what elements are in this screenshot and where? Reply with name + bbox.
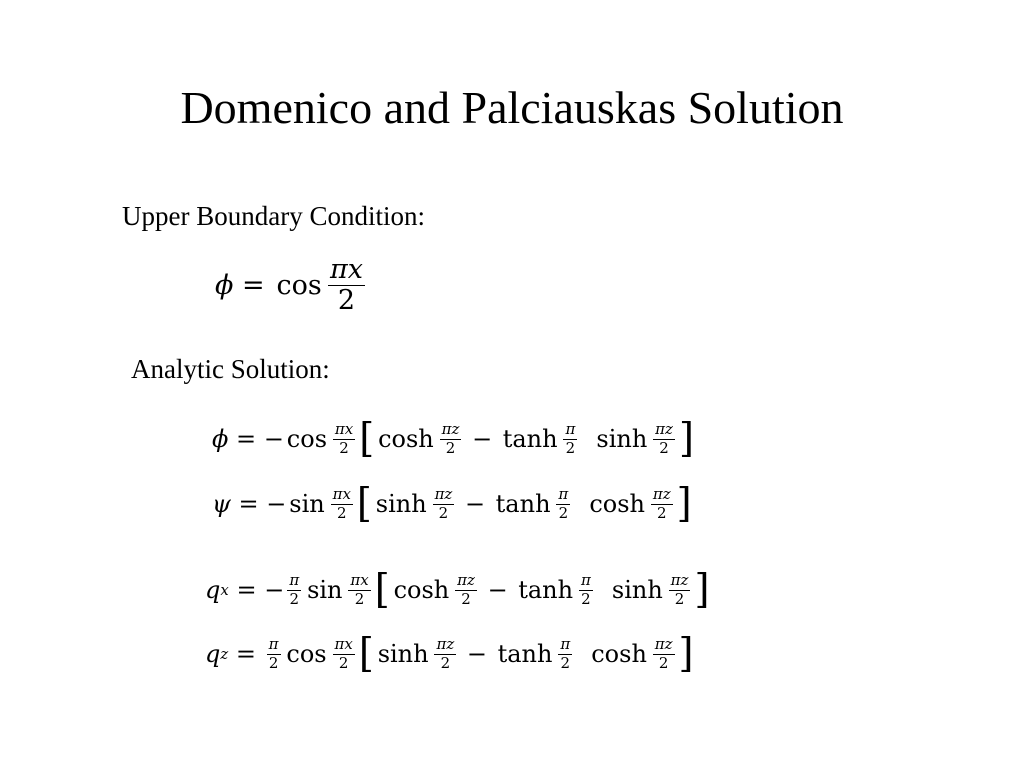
phi-symbol: ϕ bbox=[215, 270, 234, 302]
fraction-denominator: 2 bbox=[461, 589, 471, 608]
fraction bbox=[348, 570, 370, 608]
right-bracket: ] bbox=[678, 414, 694, 463]
fraction-denominator: 2 bbox=[338, 653, 349, 672]
tanh-function: tanh bbox=[518, 576, 574, 605]
cosh-function: cosh bbox=[378, 425, 434, 454]
fraction bbox=[333, 634, 355, 672]
fraction-denominator: 2 bbox=[560, 653, 571, 672]
fraction bbox=[558, 634, 572, 672]
fraction-denominator: 2 bbox=[558, 503, 569, 522]
fraction-denominator: 2 bbox=[336, 503, 347, 522]
phi-equation bbox=[212, 414, 695, 463]
sin-function: sin bbox=[289, 490, 325, 519]
minus-sign: − bbox=[466, 640, 488, 669]
fraction-numerator: πz bbox=[670, 570, 689, 589]
fraction-numerator: πx bbox=[329, 254, 363, 285]
minus-sign: − bbox=[472, 425, 493, 454]
cos-function: cos bbox=[276, 270, 322, 302]
fraction-denominator: 2 bbox=[565, 438, 576, 457]
equals-sign: = bbox=[242, 270, 265, 302]
fraction-numerator: πz bbox=[654, 634, 673, 653]
fraction-numerator: π bbox=[580, 570, 591, 589]
fraction bbox=[267, 634, 281, 672]
fraction-numerator: πx bbox=[332, 484, 351, 503]
left-bracket: [ bbox=[374, 565, 390, 614]
fraction bbox=[653, 419, 675, 457]
fraction bbox=[287, 570, 301, 608]
minus-sign: − bbox=[266, 490, 287, 519]
fraction bbox=[433, 484, 455, 522]
tanh-function: tanh bbox=[502, 425, 558, 454]
q-symbol: q bbox=[205, 640, 221, 669]
sinh-function: sinh bbox=[611, 576, 663, 605]
fraction-denominator: 2 bbox=[339, 438, 349, 457]
fraction-denominator: 2 bbox=[440, 653, 451, 672]
fraction-numerator: π bbox=[289, 570, 300, 589]
sinh-function: sinh bbox=[375, 490, 427, 519]
fraction-numerator: πz bbox=[436, 634, 455, 653]
fraction bbox=[455, 570, 477, 608]
minus-sign: − bbox=[264, 576, 285, 605]
fraction-numerator: π bbox=[560, 634, 571, 653]
fraction bbox=[556, 484, 570, 522]
fraction-numerator: π bbox=[268, 634, 279, 653]
fraction-denominator: 2 bbox=[354, 589, 365, 608]
left-bracket: [ bbox=[356, 479, 372, 528]
sinh-function: sinh bbox=[596, 425, 648, 454]
fraction-numerator: π bbox=[565, 419, 576, 438]
q-symbol: q bbox=[205, 576, 221, 605]
fraction bbox=[434, 634, 456, 672]
fraction-denominator: 2 bbox=[658, 653, 669, 672]
analytic-solution-label: Analytic Solution: bbox=[131, 354, 330, 384]
fraction-numerator: πx bbox=[334, 634, 353, 653]
sinh-function: sinh bbox=[377, 640, 429, 669]
equals-sign: = bbox=[236, 425, 257, 454]
fraction bbox=[333, 419, 355, 457]
fraction-denominator: 2 bbox=[656, 503, 667, 522]
minus-sign: − bbox=[263, 425, 284, 454]
fraction bbox=[328, 256, 365, 316]
fraction-denominator: 2 bbox=[438, 503, 449, 522]
psi-equation bbox=[212, 479, 693, 528]
psi-symbol: ψ bbox=[212, 490, 231, 519]
fraction-denominator: 2 bbox=[659, 438, 669, 457]
subscript-z: z bbox=[220, 645, 229, 664]
equals-sign: = bbox=[235, 640, 256, 669]
fraction-numerator: πz bbox=[457, 570, 475, 589]
upper-boundary-equation bbox=[215, 256, 368, 316]
fraction-denominator: 2 bbox=[289, 589, 300, 608]
cosh-function: cosh bbox=[393, 576, 450, 605]
cosh-function: cosh bbox=[591, 640, 647, 669]
minus-sign: − bbox=[487, 576, 508, 605]
fraction-denominator: 2 bbox=[581, 589, 591, 608]
fraction-denominator: 2 bbox=[674, 589, 685, 608]
right-bracket: ] bbox=[678, 629, 694, 678]
fraction bbox=[563, 419, 577, 457]
equals-sign: = bbox=[236, 576, 257, 605]
fraction-denominator: 2 bbox=[337, 285, 356, 317]
fraction-numerator: πz bbox=[441, 419, 460, 438]
tanh-function: tanh bbox=[497, 640, 553, 669]
fraction bbox=[331, 484, 353, 522]
upper-boundary-label: Upper Boundary Condition: bbox=[122, 201, 425, 231]
fraction-numerator: πz bbox=[652, 484, 671, 503]
slide-title: Domenico and Palciauskas Solution bbox=[180, 82, 844, 133]
tanh-function: tanh bbox=[495, 490, 551, 519]
fraction-numerator: π bbox=[558, 484, 569, 503]
fraction bbox=[669, 570, 691, 608]
subscript-x: x bbox=[220, 581, 229, 600]
fraction-numerator: πx bbox=[350, 570, 369, 589]
right-bracket: ] bbox=[676, 479, 692, 528]
fraction-denominator: 2 bbox=[445, 438, 456, 457]
right-bracket: ] bbox=[694, 565, 710, 614]
minus-sign: − bbox=[465, 490, 486, 519]
left-bracket: [ bbox=[358, 629, 374, 678]
cos-function: cos bbox=[286, 425, 328, 454]
cosh-function: cosh bbox=[589, 490, 645, 519]
fraction bbox=[653, 634, 675, 672]
fraction-numerator: πx bbox=[334, 419, 354, 438]
equals-sign: = bbox=[238, 490, 259, 519]
qx-equation bbox=[205, 565, 710, 614]
sin-function: sin bbox=[307, 576, 343, 605]
fraction bbox=[579, 570, 593, 608]
fraction bbox=[651, 484, 673, 522]
fraction bbox=[440, 419, 462, 457]
fraction-numerator: πz bbox=[655, 419, 673, 438]
fraction-denominator: 2 bbox=[268, 653, 279, 672]
cos-function: cos bbox=[286, 640, 327, 669]
phi-symbol: ϕ bbox=[212, 425, 229, 454]
left-bracket: [ bbox=[359, 414, 375, 463]
qz-equation bbox=[205, 629, 695, 678]
fraction-numerator: πz bbox=[434, 484, 453, 503]
